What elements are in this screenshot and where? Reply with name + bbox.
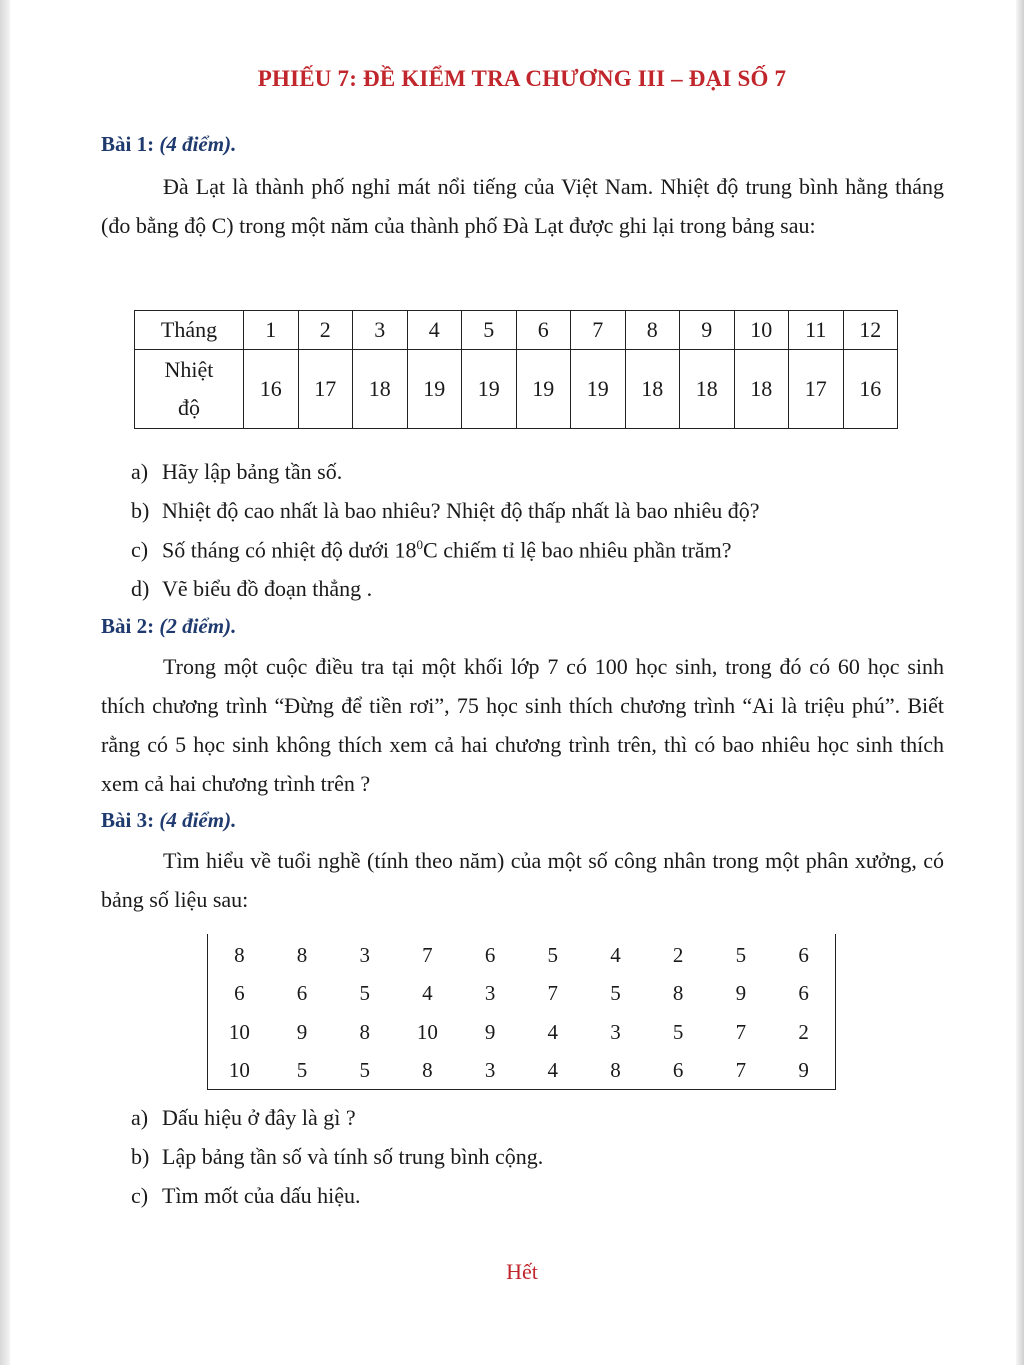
month-cell: 11	[789, 311, 844, 350]
month-cell: 6	[516, 311, 571, 350]
temperature-cell: 16	[843, 350, 898, 429]
data-cell: 9	[735, 981, 747, 1006]
data-cell: 8	[672, 981, 684, 1006]
temperature-cell: 18	[734, 350, 789, 429]
month-cell: 9	[680, 311, 735, 350]
data-cell: 2	[798, 1019, 809, 1044]
data-cell: 8	[610, 1058, 621, 1083]
page-edge-left	[0, 0, 10, 1365]
item-label: b)	[131, 1144, 150, 1169]
data-cell: 6	[672, 1058, 684, 1083]
bai3-points: (4 điểm).	[159, 808, 237, 832]
data-cell: 6	[234, 981, 245, 1006]
temperature-cell: 19	[571, 350, 626, 429]
item-text: Hãy lập bảng tần số.	[162, 459, 343, 484]
temperature-cell: 18	[353, 350, 408, 429]
month-header: Tháng	[135, 311, 244, 350]
data-cell: 5	[359, 981, 370, 1006]
bai1-paragraph	[101, 167, 944, 245]
bai2-points: (2 điểm).	[159, 614, 237, 638]
bai1-item-c	[131, 537, 732, 563]
temperature-header-line2: độ	[178, 395, 200, 420]
data-cell: 7	[547, 981, 559, 1006]
table-row	[208, 1013, 835, 1052]
degree-superscript: 0	[416, 537, 424, 552]
data-cell: 8	[234, 942, 245, 967]
item-text: Lập bảng tần số và tính số trung bình cộng.	[162, 1144, 544, 1169]
work-years-table-box	[207, 934, 836, 1090]
temperature-header	[135, 350, 244, 429]
data-cell: 3	[484, 1058, 496, 1083]
item-label: a)	[131, 1105, 149, 1130]
data-cell: 3	[610, 1019, 621, 1044]
worksheet-title: PHIẾU 7: ĐỀ KIỂM TRA CHƯƠNG III – ĐẠI SỐ 7	[257, 66, 787, 91]
data-cell: 8	[422, 1058, 433, 1083]
data-cell: 10	[416, 1019, 438, 1044]
month-cell: 7	[571, 311, 626, 350]
end-marker: Hết	[506, 1259, 538, 1284]
work-years-table	[208, 936, 835, 1090]
bai3-paragraph-text: Tìm hiểu về tuổi nghề (tính theo năm) của một số công nhân trong một phân xưởng, có bảng số liệu sau:	[101, 848, 944, 912]
temperature-row	[135, 350, 898, 429]
month-cell: 2	[298, 311, 353, 350]
month-cell: 12	[843, 311, 898, 350]
bai2-paragraph	[101, 647, 944, 803]
bai1-item-b	[131, 498, 759, 524]
bai3-label: Bài 3:	[101, 808, 155, 832]
month-cell: 8	[625, 311, 680, 350]
data-cell: 4	[547, 1019, 559, 1044]
data-cell: 5	[296, 1058, 308, 1083]
item-label: d)	[131, 576, 150, 601]
item-text: Tìm mốt của dấu hiệu.	[162, 1183, 361, 1208]
bai1-item-d	[131, 576, 372, 602]
data-cell: 2	[672, 942, 684, 967]
bai1-item-a	[131, 459, 342, 485]
data-cell: 7	[735, 1058, 747, 1083]
data-cell: 9	[798, 1058, 809, 1083]
data-cell: 9	[296, 1019, 308, 1044]
data-cell: 10	[228, 1058, 250, 1083]
data-cell: 8	[296, 942, 308, 967]
bai3-heading	[101, 808, 236, 833]
page-edge-right	[1016, 0, 1024, 1365]
bai1-heading	[101, 132, 236, 157]
data-cell: 4	[422, 981, 433, 1006]
data-cell: 5	[735, 942, 747, 967]
item-text-after: C chiếm tỉ lệ bao nhiêu phần trăm?	[423, 537, 732, 563]
bai1-paragraph-text: Đà Lạt là thành phố nghỉ mát nổi tiếng của Việt Nam. Nhiệt độ trung bình hằng tháng (đo bằng độ C) trong một năm của thành phố Đà Lạt được ghi lại trong bảng sau:	[101, 174, 944, 238]
item-label: c)	[131, 537, 149, 563]
temperature-cell: 18	[680, 350, 735, 429]
data-cell: 6	[798, 942, 809, 967]
bai3-item-b	[131, 1144, 543, 1170]
data-cell: 5	[610, 981, 621, 1006]
temperature-table	[134, 310, 898, 429]
month-cell: 5	[462, 311, 517, 350]
item-text: Vẽ biểu đồ đoạn thẳng .	[162, 576, 373, 601]
table-row	[208, 936, 835, 975]
table-row	[208, 1052, 835, 1091]
data-cell: 6	[296, 981, 308, 1006]
temperature-cell: 19	[516, 350, 571, 429]
bai3-paragraph	[101, 841, 944, 919]
item-label: b)	[131, 498, 150, 523]
temperature-cell: 16	[244, 350, 299, 429]
temperature-cell: 19	[462, 350, 517, 429]
item-text: Nhiệt độ cao nhất là bao nhiêu? Nhiệt độ thấp nhất là bao nhiêu độ?	[162, 498, 760, 523]
data-cell: 7	[735, 1019, 747, 1044]
bai1-label: Bài 1:	[101, 132, 155, 156]
month-cell: 10	[734, 311, 789, 350]
data-cell: 8	[359, 1019, 370, 1044]
bai3-item-a	[131, 1105, 356, 1131]
data-cell: 3	[359, 942, 370, 967]
month-cell: 3	[353, 311, 408, 350]
bai2-heading	[101, 614, 236, 639]
data-cell: 4	[547, 1058, 559, 1083]
data-cell: 4	[610, 942, 621, 967]
item-text: Số tháng có nhiệt độ dưới 18	[162, 537, 417, 563]
item-label: a)	[131, 459, 149, 484]
table-row	[208, 975, 835, 1014]
bai3-item-c	[131, 1183, 361, 1209]
data-cell: 5	[547, 942, 559, 967]
data-cell: 5	[359, 1058, 370, 1083]
month-row	[135, 311, 898, 350]
item-label: c)	[131, 1183, 149, 1208]
bai2-paragraph-text: Trong một cuộc điều tra tại một khối lớp 7 có 100 học sinh, trong đó có 60 học sinh thích chương trình “Đừng để tiền rơi”, 75 học sinh thích chương trình “Ai là triệu phú”. Biết rằng có 5 học sinh không thích xem cả hai chương trình trên, thì có bao nhiêu học sinh thích xem cả hai chương trình trên ?	[101, 654, 944, 796]
temperature-cell: 18	[625, 350, 680, 429]
data-cell: 6	[798, 981, 809, 1006]
data-cell: 9	[484, 1019, 496, 1044]
temperature-cell: 17	[789, 350, 844, 429]
bai1-points: (4 điểm).	[159, 132, 237, 156]
data-cell: 7	[422, 942, 433, 967]
temperature-cell: 19	[407, 350, 462, 429]
data-cell: 6	[484, 942, 496, 967]
month-cell: 4	[407, 311, 462, 350]
bai2-label: Bài 2:	[101, 614, 155, 638]
temperature-header-line1: Nhiệt	[164, 357, 214, 382]
item-text: Dấu hiệu ở đây là gì ?	[162, 1105, 356, 1130]
data-cell: 3	[484, 981, 496, 1006]
data-cell: 10	[228, 1019, 250, 1044]
data-cell: 5	[672, 1019, 684, 1044]
temperature-cell: 17	[298, 350, 353, 429]
month-cell: 1	[244, 311, 299, 350]
